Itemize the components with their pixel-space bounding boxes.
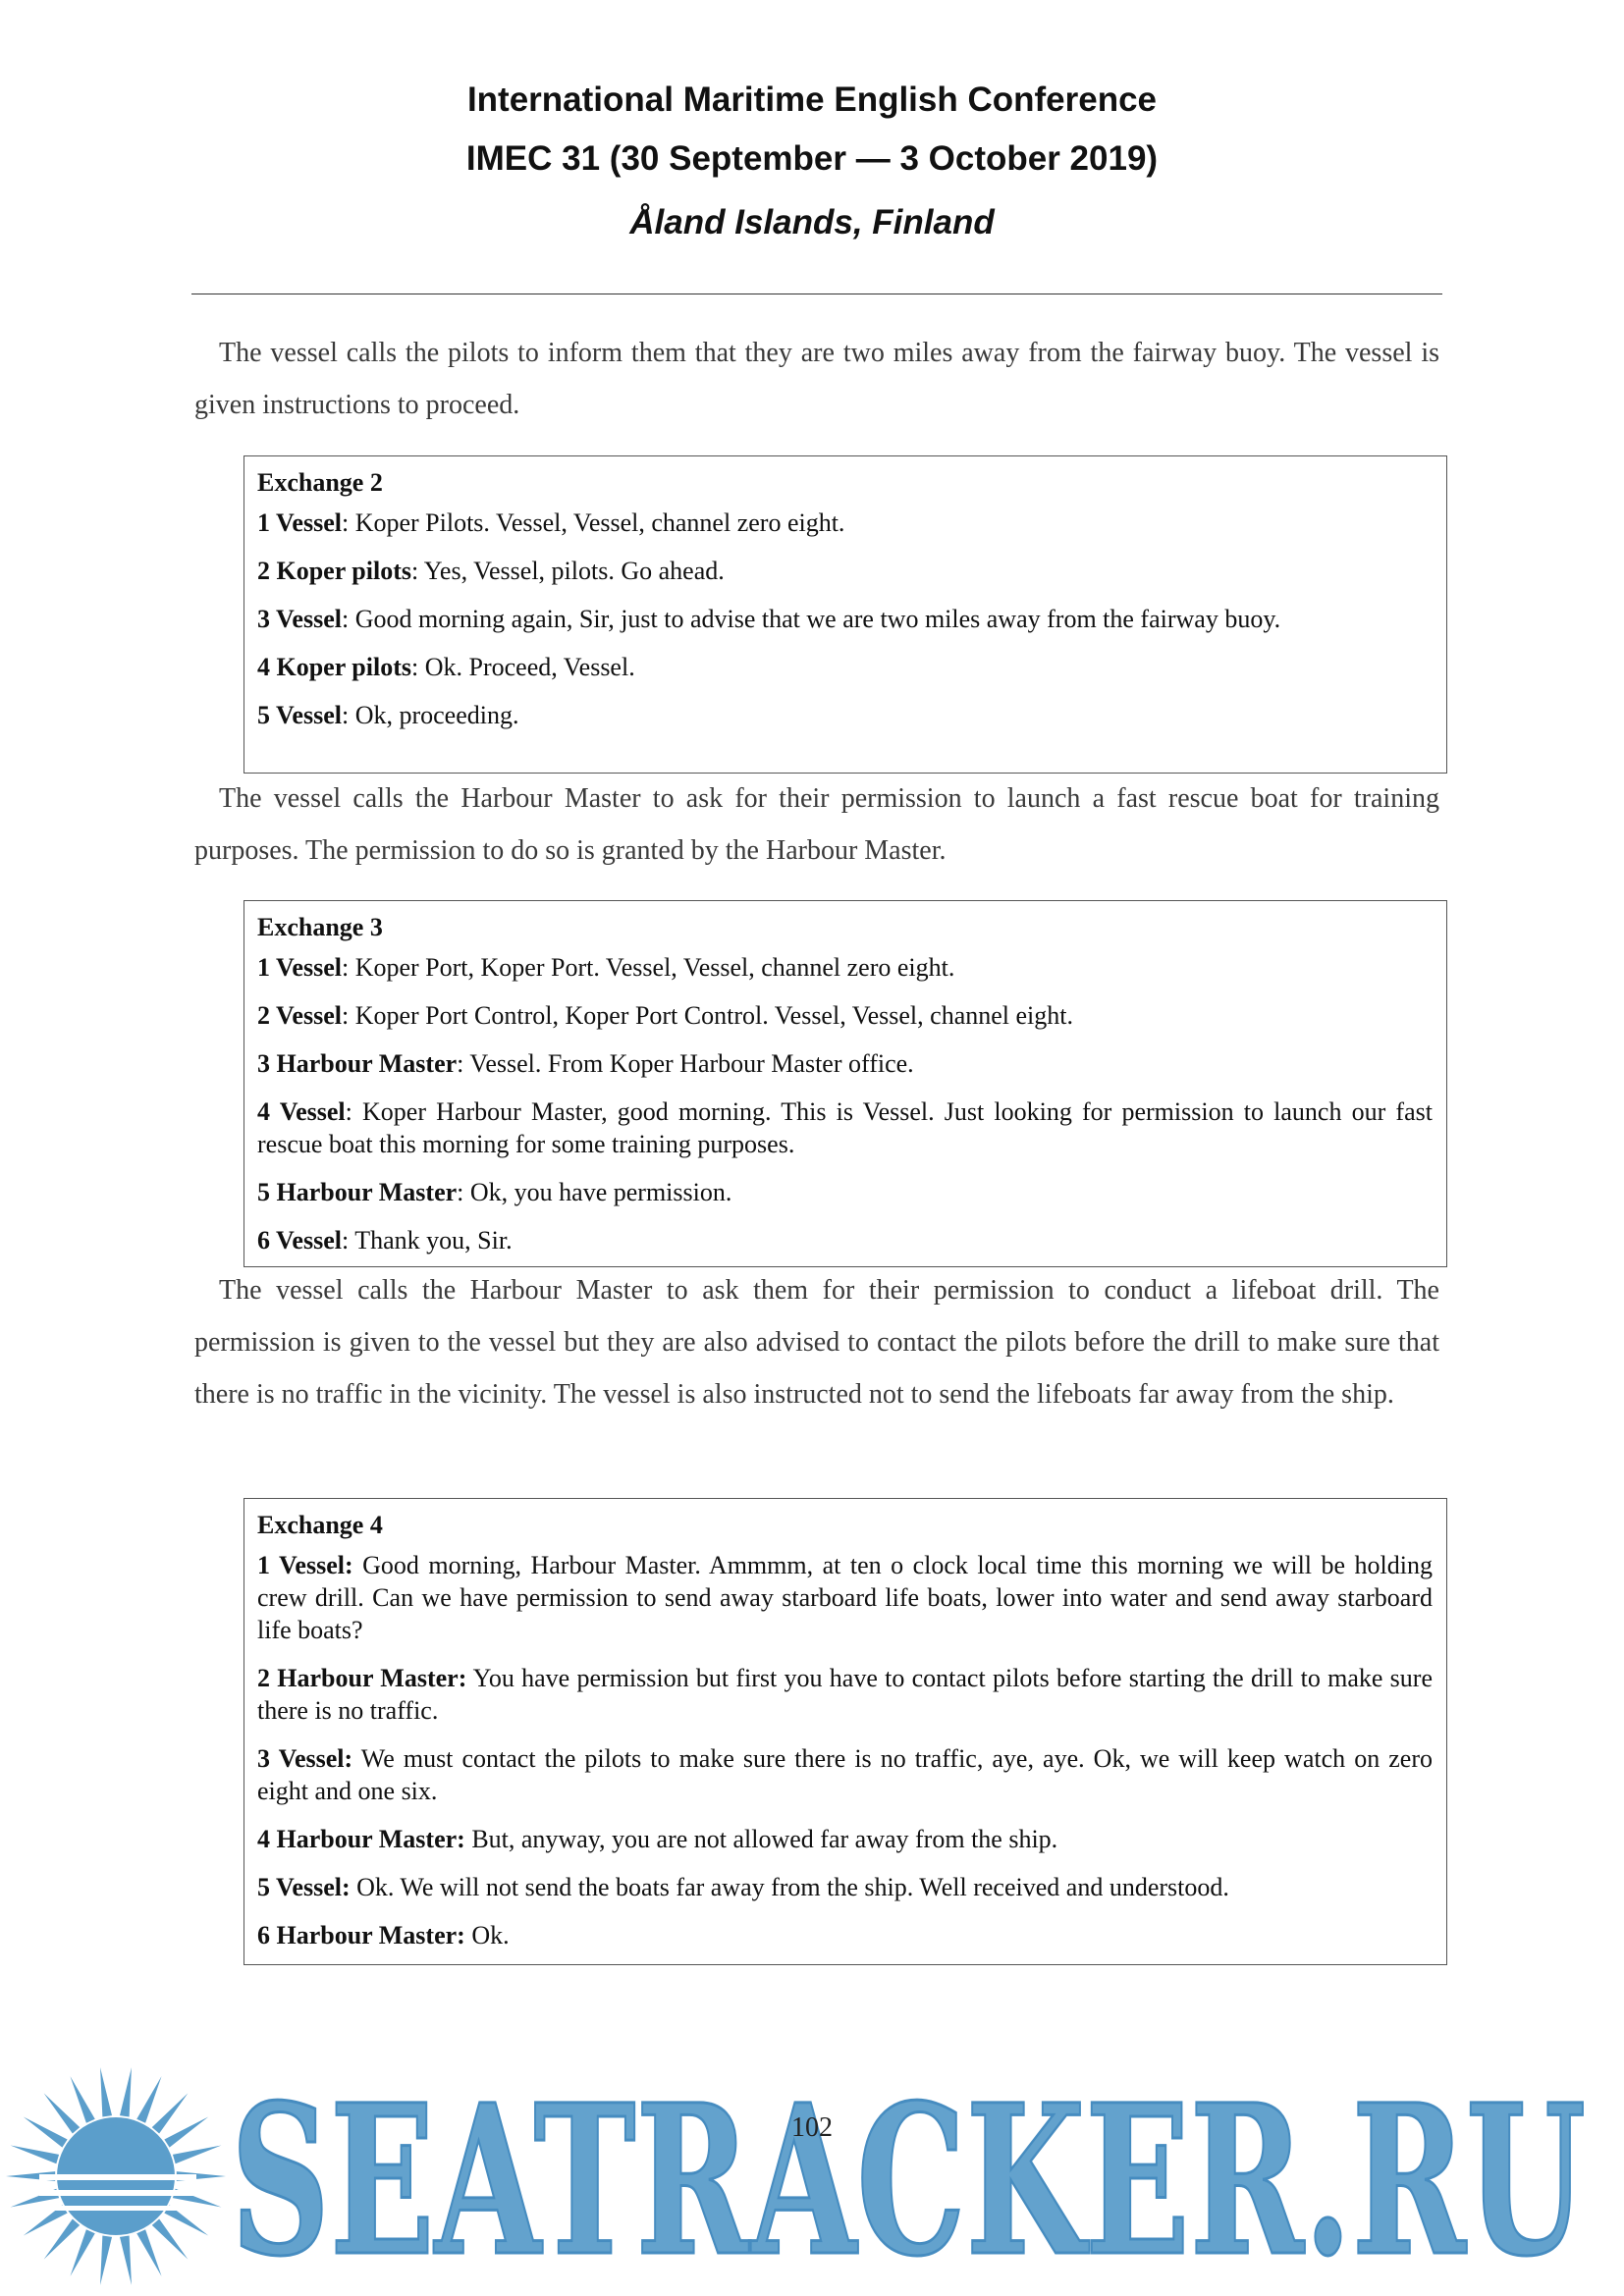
dialogue-line: 1 Vessel: Koper Pilots. Vessel, Vessel, channel zero eight. — [257, 508, 845, 537]
sun-ray — [100, 2067, 112, 2116]
page-number: 102 — [791, 2112, 833, 2143]
dialogue-line: 4 Harbour Master: But, anyway, you are not allowed far away from the ship. — [257, 1825, 1058, 1853]
dialogue-line: 6 Vessel: Thank you, Sir. — [257, 1226, 513, 1255]
paragraph-2: The vessel calls the Harbour Master to ask for their permission to launch a fast rescue boat for training purposes. The permission to do so is granted by the Harbour Master. — [194, 783, 1439, 866]
dialogue-line: 5 Vessel: Ok. We will not send the boats far away from the ship. Well received and understood. — [257, 1873, 1229, 1901]
exchange-2-box — [244, 455, 1447, 774]
dialogue-line: 2 Koper pilots: Yes, Vessel, pilots. Go ahead. — [257, 557, 725, 585]
exchange-3-box — [244, 900, 1447, 1267]
dialogue-line: 3 Harbour Master: Vessel. From Koper Harbour Master office. — [257, 1049, 914, 1078]
watermark-text: SEATRACKER.RU — [231, 2059, 1586, 2296]
conference-title: International Maritime English Conference — [466, 80, 1158, 119]
dialogue-line: 2 Vessel: Koper Port Control, Koper Port Control. Vessel, Vessel, channel eight. — [257, 1001, 1073, 1030]
dialogue-line: 6 Harbour Master: Ok. — [257, 1921, 510, 1949]
dialogue-line: 3 Vessel: We must contact the pilots to make sure there is no traffic, aye, aye. Ok, we will keep watch on zero eight and one six. — [257, 1744, 1433, 1805]
sun-ray — [11, 2145, 60, 2163]
sun-ray — [100, 2235, 112, 2284]
exchange-title: Exchange 3 — [257, 913, 383, 941]
dialogue-line: 4 Vessel: Koper Harbour Master, good morning. This is Vessel. Just looking for permission to launch our fast rescue boat this morning for some training purposes. — [257, 1097, 1433, 1158]
conference-subtitle: IMEC 31 (30 September — 3 October 2019) — [465, 139, 1159, 178]
paragraph-3: The vessel calls the Harbour Master to ask them for their permission to conduct a lifeboat drill. The permission is given to the vessel but they are also advised to contact the pilots before the drill to make sure that there is no traffic in the vicinity. The vessel is also instructed not to send the lifeboats far away from the ship. — [194, 1275, 1439, 1410]
dialogue-line: 2 Harbour Master: You have permission but first you have to contact pilots before starting the drill to make sure there is no traffic. — [257, 1664, 1433, 1725]
sun-ray — [173, 2145, 222, 2163]
sun-ray — [120, 2067, 132, 2116]
conference-location: Åland Islands, Finland — [629, 203, 995, 241]
dialogue-line: 1 Vessel: Koper Port, Koper Port. Vessel, Vessel, channel zero eight. — [257, 953, 955, 982]
exchange-title: Exchange 2 — [257, 468, 383, 497]
exchange-4-box — [244, 1498, 1447, 1965]
intro-paragraph: The vessel calls the pilots to inform them that they are two miles away from the fairway buoy. The vessel is given instructions to proceed. — [194, 338, 1439, 420]
sun-logo-icon — [6, 2067, 226, 2285]
dialogue-line: 5 Vessel: Ok, proceeding. — [257, 701, 519, 729]
dialogue-line: 4 Koper pilots: Ok. Proceed, Vessel. — [257, 653, 635, 681]
sun-ray — [120, 2235, 132, 2284]
sun-ray — [44, 2219, 81, 2260]
dialogue-line: 5 Harbour Master: Ok, you have permission. — [257, 1178, 732, 1206]
sun-ray — [152, 2219, 189, 2260]
page-header — [0, 71, 1624, 257]
dialogue-line: 3 Vessel: Good morning again, Sir, just to advise that we are two miles away from the fairway buoy. — [257, 605, 1281, 633]
sun-ray — [70, 2229, 94, 2276]
watermark — [0, 2056, 1624, 2296]
dialogue-line: 1 Vessel: Good morning, Harbour Master. Ammmm, at ten o clock local time this morning we will be holding crew drill. Can we have permission to send away starboard life boats, lower into water and send away starboard life boats? — [257, 1551, 1433, 1644]
sun-ray — [136, 2229, 161, 2276]
exchange-title: Exchange 4 — [257, 1511, 383, 1539]
